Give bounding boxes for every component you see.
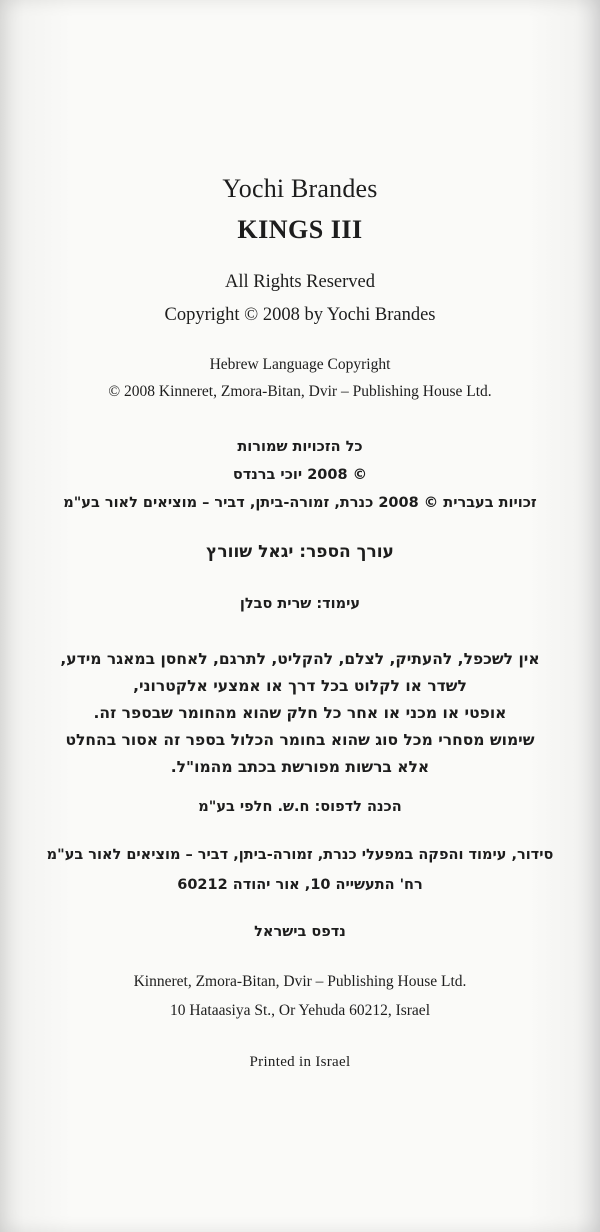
legal-notice-line: שימוש מסחרי מכל סוג שהוא בחומר הכלול בספר זה אסור בהחלט	[65, 731, 535, 749]
legal-notice-line: אלא ברשות מפורשת בכתב מהמו"ל.	[170, 758, 430, 776]
hebrew-copyright: © 2008 יוכי ברנדס	[232, 467, 368, 483]
legal-notice-line: אין לשכפל, להעתיק, לצלם, להקליט, לתרגם, לאחסן במאגר מידע,	[60, 650, 540, 668]
legal-notice-line: אופטי או מכני או אחר כל חלק שהוא מהחומר שבספר זה.	[93, 704, 507, 722]
copyright-line: Copyright © 2008 by Yochi Brandes	[164, 305, 436, 325]
publisher-name: Kinneret, Zmora-Bitan, Dvir – Publishing House Ltd.	[133, 973, 467, 990]
typesetting-credit: סידור, עימוד והפקה במפעלי כנרת, זמורה-ביתן, דביר – מוציאים לאור בע"מ	[46, 847, 554, 863]
legal-notice-line: לשדר או לקלוט בכל דרך או אמצעי אלקטרוני,	[133, 677, 467, 695]
author-name: Yochi Brandes	[222, 174, 378, 203]
layout-credit: עימוד: שרית סבלן	[239, 596, 361, 612]
hebrew-copyright-holder: © 2008 Kinneret, Zmora-Bitan, Dvir – Publishing House Ltd.	[108, 383, 492, 400]
rights-reserved: All Rights Reserved	[224, 272, 376, 292]
hebrew-copyright-label: Hebrew Language Copyright	[209, 356, 391, 373]
hebrew-all-rights: כל הזכויות שמורות	[237, 439, 363, 455]
printed-in-israel-hebrew: נדפס בישראל	[254, 924, 346, 940]
publisher-address-hebrew: רח' התעשייה 10, אור יהודה 60212	[177, 877, 423, 893]
printed-in-israel: Printed in Israel	[249, 1054, 351, 1070]
editor-credit: עורך הספר: יגאל שוורץ	[206, 542, 394, 562]
book-title: KINGS III	[237, 215, 363, 244]
hebrew-language-rights: זכויות בעברית © 2008 כנרת, זמורה-ביתן, דביר – מוציאים לאור בע"מ	[63, 495, 537, 511]
publisher-address: 10 Hataasiya St., Or Yehuda 60212, Israel	[169, 1002, 430, 1019]
print-prep-credit: הכנה לדפוס: ח.ש. חלפי בע"מ	[198, 799, 402, 815]
